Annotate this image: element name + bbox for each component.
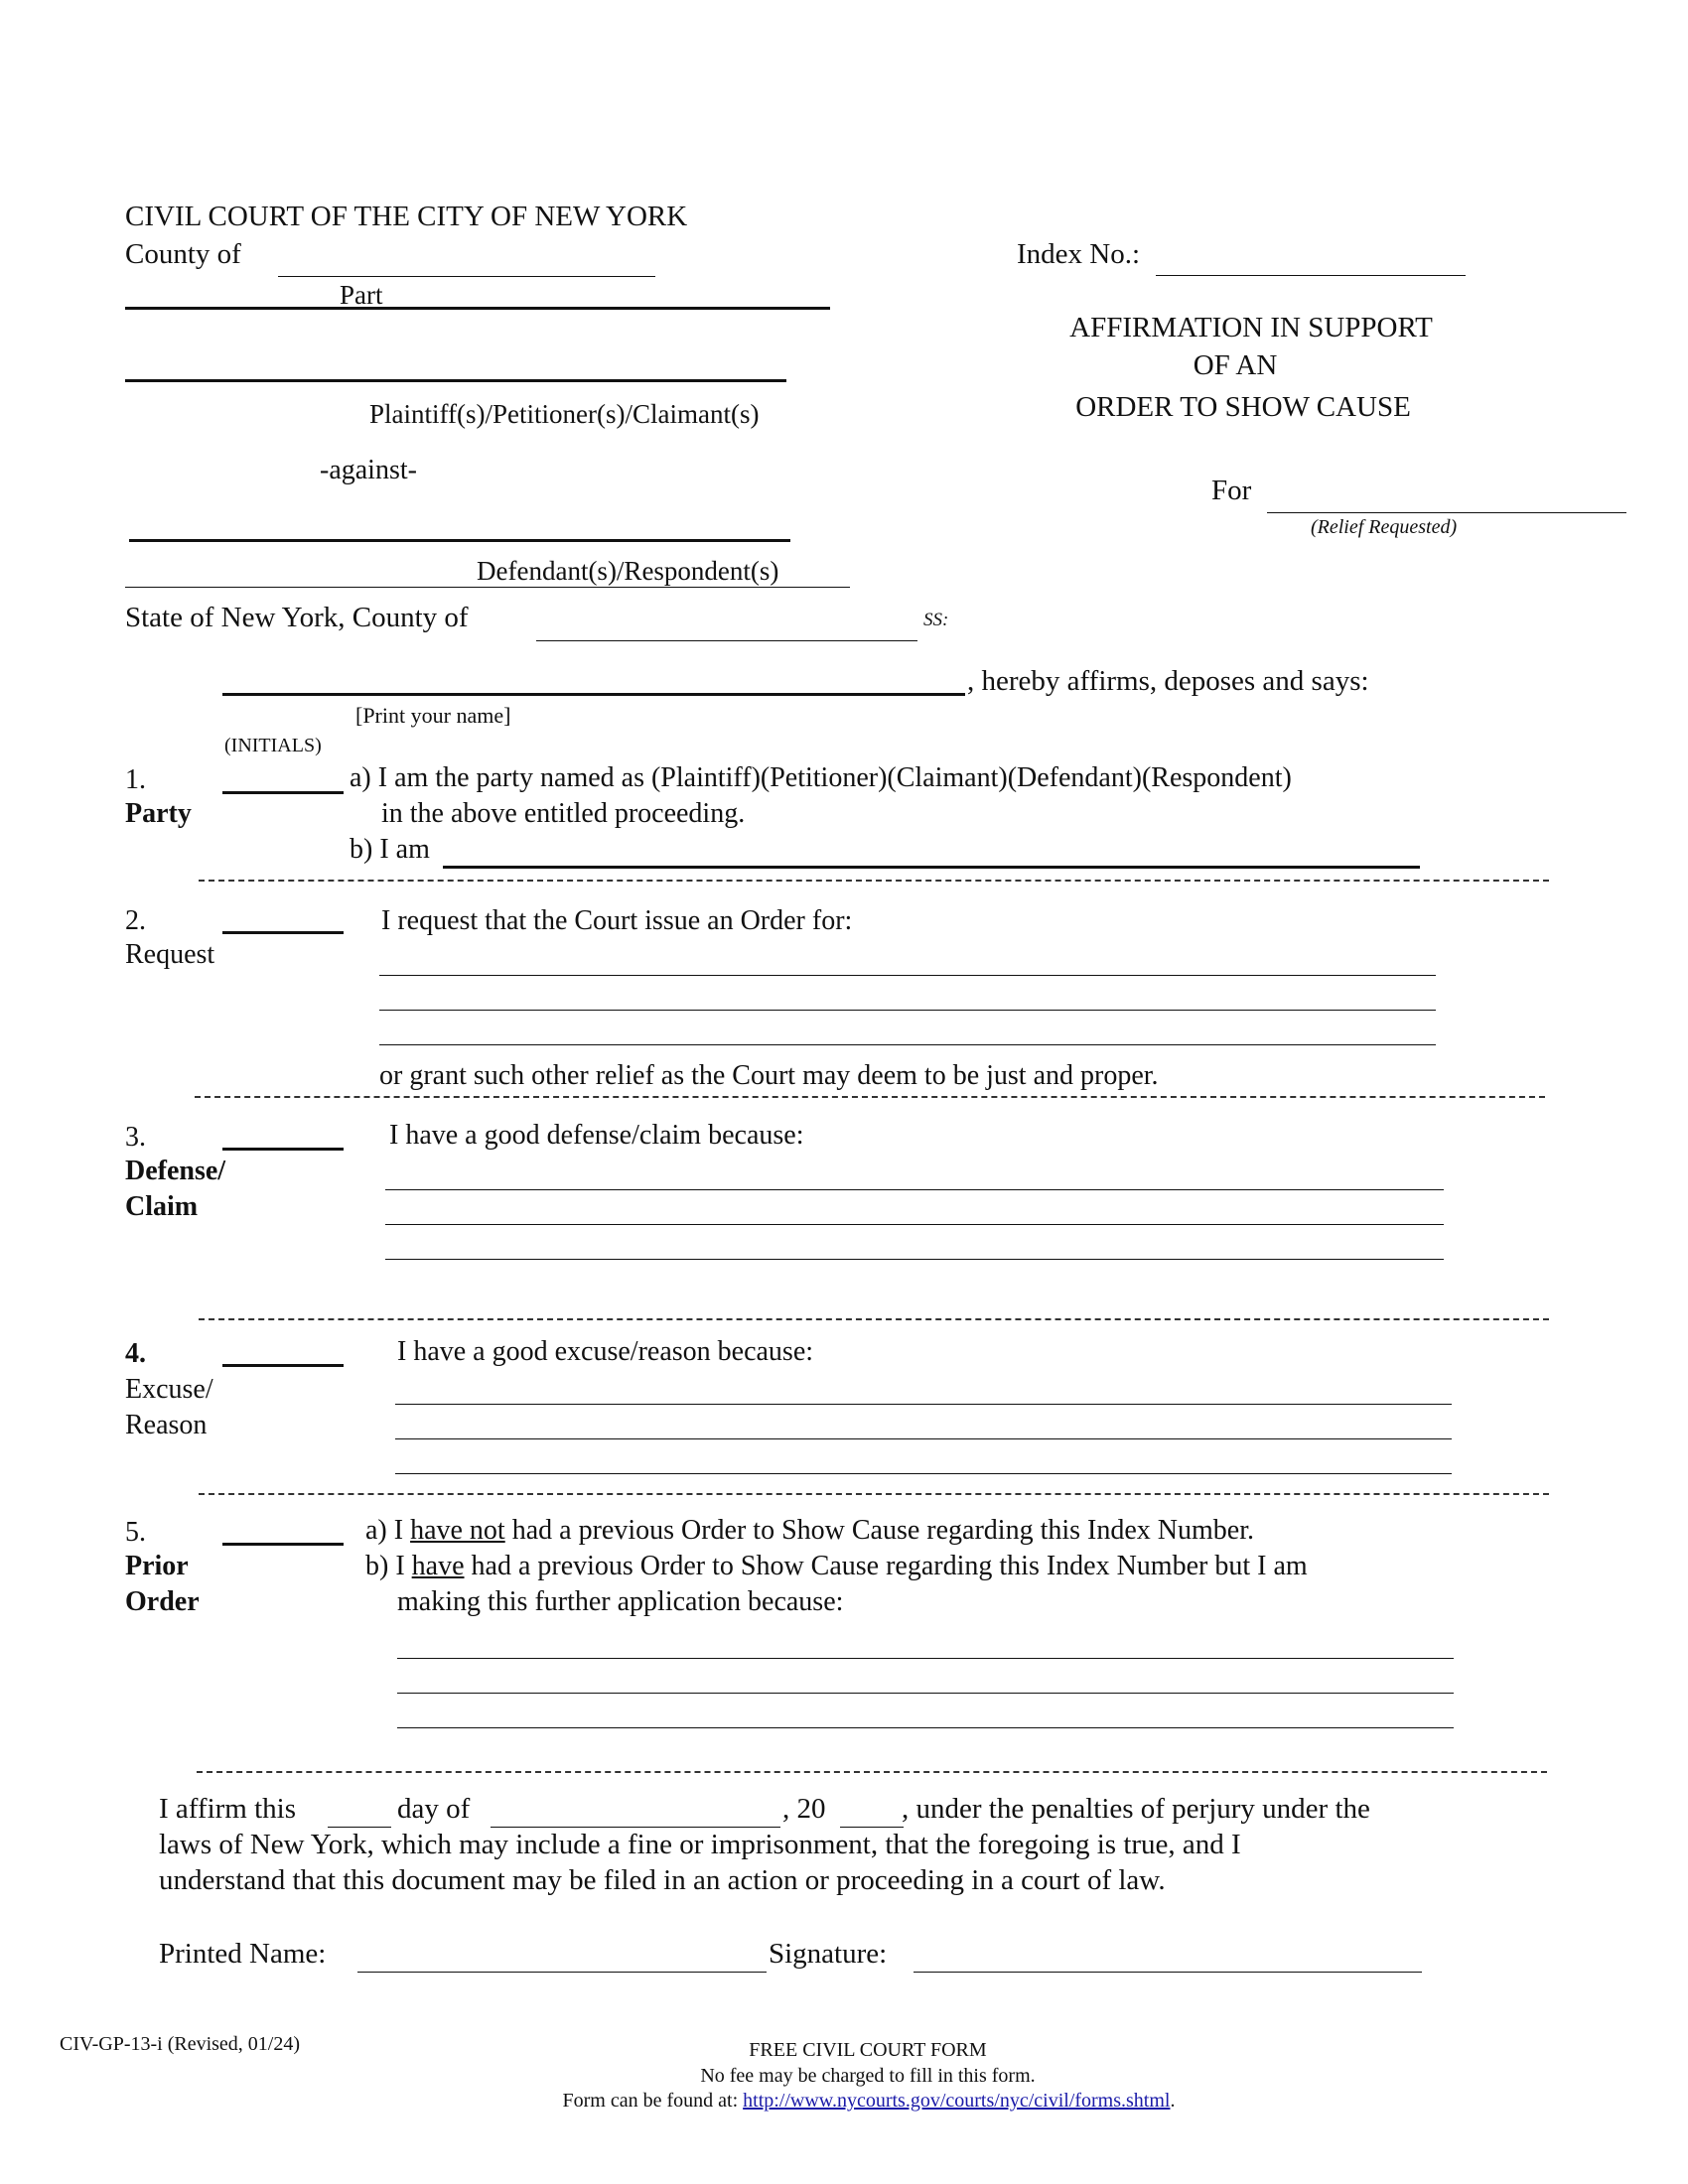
s2-number: 2. (125, 905, 146, 936)
forms-link[interactable]: http://www.nycourts.gov/courts/nyc/civil/forms.shtml (743, 2090, 1171, 2112)
s5-a-pre: a) I (365, 1515, 411, 1546)
printed-name-label: Printed Name: (159, 1938, 327, 1970)
s1-option-a-cont: in the above entitled proceeding. (381, 798, 746, 829)
s3-initials-field[interactable] (222, 1148, 344, 1151)
signature-field[interactable] (914, 1972, 1422, 1973)
s4-line-3[interactable] (395, 1473, 1452, 1474)
s2-title: Request (125, 939, 215, 970)
s5-a-emphasis: have not (410, 1515, 505, 1546)
found-at-label: Form can be found at: (562, 2090, 744, 2112)
affirm-day-field[interactable] (328, 1827, 391, 1828)
affirm-year-field[interactable] (840, 1827, 904, 1828)
court-title: CIVIL COURT OF THE CITY OF NEW YORK (125, 201, 688, 232)
venue-county-field[interactable] (536, 640, 917, 641)
divider (199, 1493, 1549, 1495)
defendant-label: Defendant(s)/Respondent(s) (477, 556, 779, 586)
s4-text: I have a good excuse/reason because: (397, 1336, 814, 1367)
divider (197, 1771, 1547, 1773)
affirm-month-field[interactable] (491, 1827, 780, 1828)
s2-footer-text: or grant such other relief as the Court may deem to be just and proper. (379, 1060, 1159, 1091)
s3-title-1: Defense/ (125, 1156, 226, 1186)
plaintiff-label: Plaintiff(s)/Petitioner(s)/Claimant(s) (369, 399, 760, 429)
county-field[interactable] (278, 276, 655, 277)
s5-option-b-cont: making this further application because: (397, 1586, 844, 1617)
print-name-caption: [Print your name] (355, 703, 511, 728)
s1-option-b-field[interactable] (443, 866, 1420, 869)
s3-line-1[interactable] (385, 1189, 1444, 1190)
doc-title-line3: ORDER TO SHOW CAUSE (1075, 391, 1411, 423)
doc-title-line1: AFFIRMATION IN SUPPORT (1069, 312, 1433, 343)
s5-b-emphasis: have (411, 1551, 465, 1581)
s5-line-1[interactable] (397, 1658, 1454, 1659)
affiant-name-field[interactable] (222, 693, 965, 696)
s5-b-post: had a previous Order to Show Cause regarding this Index Number but I am (464, 1551, 1308, 1581)
free-form-label: FREE CIVIL COURT FORM (749, 2039, 987, 2061)
s2-text: I request that the Court issue an Order for: (381, 905, 853, 936)
affirm-p2: day of (397, 1793, 471, 1825)
s4-number: 4. (125, 1338, 146, 1369)
s4-line-2[interactable] (395, 1438, 1452, 1439)
s3-title-2: Claim (125, 1191, 199, 1222)
s1-number: 1. (125, 764, 146, 795)
s2-line-3[interactable] (379, 1044, 1436, 1045)
defendant-name-field-2[interactable] (125, 587, 850, 588)
affirm-p4: , under the penalties of perjury under the (902, 1793, 1370, 1825)
divider (199, 1318, 1549, 1320)
s3-number: 3. (125, 1122, 146, 1153)
s5-line-2[interactable] (397, 1693, 1454, 1694)
against-label: -against- (320, 455, 417, 485)
s4-title-1: Excuse/ (125, 1374, 213, 1405)
s1-option-a: a) I am the party named as (Plaintiff)(Petitioner)(Claimant)(Defendant)(Respondent) (350, 762, 1292, 793)
form-id: CIV-GP-13-i (Revised, 01/24) (60, 2033, 301, 2055)
s5-b-pre: b) I (365, 1551, 412, 1581)
hereby-text: , hereby affirms, deposes and says: (967, 665, 1369, 697)
affirm-line3: understand that this document may be filed in an action or proceeding in a court of law. (159, 1864, 1166, 1896)
index-label: Index No.: (1017, 238, 1141, 270)
s4-title-2: Reason (125, 1410, 208, 1440)
s5-title-2: Order (125, 1586, 200, 1617)
s5-title-1: Prior (125, 1551, 189, 1581)
plaintiff-name-field[interactable] (125, 379, 786, 382)
s5-option-b (365, 1551, 1308, 1582)
signature-label: Signature: (769, 1938, 888, 1970)
ss-label: SS: (923, 610, 949, 630)
part-field[interactable] (125, 307, 830, 310)
no-fee-label: No fee may be charged to fill in this form. (700, 2065, 1036, 2087)
relief-field[interactable] (1267, 512, 1626, 513)
doc-title-line2: OF AN (1193, 349, 1278, 381)
s4-line-1[interactable] (395, 1404, 1452, 1405)
affirm-p1: I affirm this (159, 1793, 296, 1825)
relief-caption: (Relief Requested) (1311, 516, 1458, 538)
s4-initials-field[interactable] (222, 1364, 344, 1367)
s5-a-post: had a previous Order to Show Cause regarding this Index Number. (504, 1515, 1254, 1546)
s2-initials-field[interactable] (222, 931, 344, 934)
s3-text: I have a good defense/claim because: (389, 1120, 804, 1151)
found-at-period: . (1170, 2090, 1176, 2112)
divider (199, 880, 1549, 882)
divider (195, 1096, 1545, 1098)
s5-option-a (365, 1515, 1254, 1547)
index-number-field[interactable] (1156, 275, 1466, 276)
s3-line-3[interactable] (385, 1259, 1444, 1260)
printed-name-field[interactable] (357, 1972, 767, 1973)
initials-caption: (INITIALS) (224, 735, 322, 756)
for-label: For (1211, 475, 1252, 506)
venue-label: State of New York, County of (125, 602, 469, 633)
county-label: County of (125, 238, 241, 270)
s1-initials-field[interactable] (222, 791, 344, 794)
affirm-p3: , 20 (782, 1793, 826, 1825)
s3-line-2[interactable] (385, 1224, 1444, 1225)
s2-line-1[interactable] (379, 975, 1436, 976)
s2-line-2[interactable] (379, 1010, 1436, 1011)
part-label: Part (340, 280, 383, 310)
s1-title: Party (125, 798, 192, 829)
s5-line-3[interactable] (397, 1727, 1454, 1728)
found-at-line (427, 2090, 1311, 2113)
s5-initials-field[interactable] (222, 1543, 344, 1546)
s1-option-b: b) I am (350, 834, 430, 865)
affirm-line2: laws of New York, which may include a fine or imprisonment, that the foregoing is true, and I (159, 1829, 1241, 1860)
s5-number: 5. (125, 1517, 146, 1548)
defendant-name-field-1[interactable] (129, 539, 790, 542)
